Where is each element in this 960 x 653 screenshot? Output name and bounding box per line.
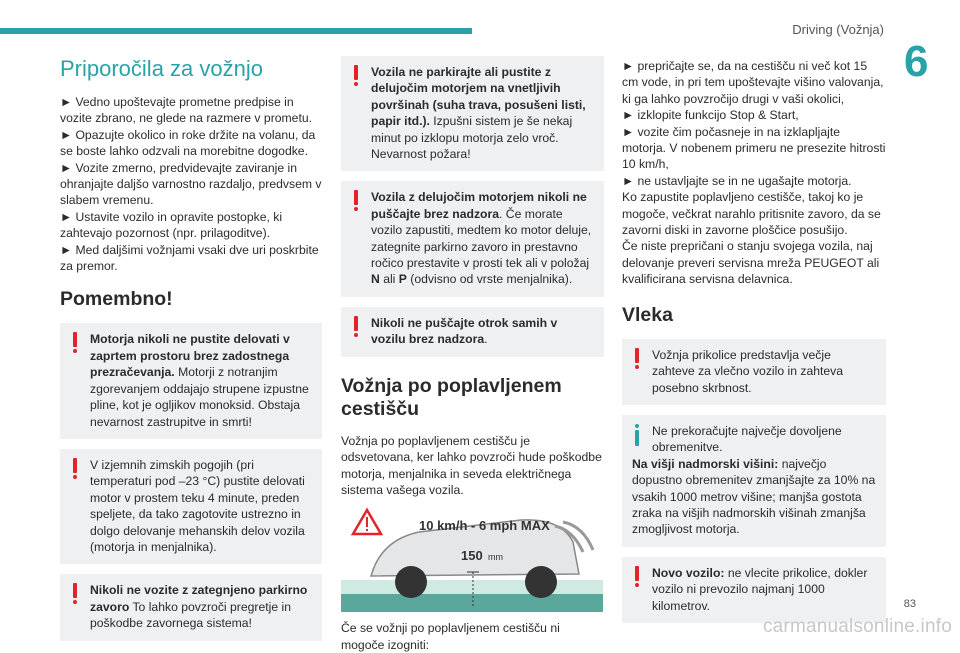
warning-icon (634, 348, 640, 370)
warning-icon (72, 332, 78, 354)
paragraph: Če niste prepričani o stanju svojega vozila, naj delovanje preveri servisna mreža PEUGEOT ali kvalificirana servisna delavnica. (622, 239, 880, 287)
bullet-item: ► Vedno upoštevajte prometne predpise in vozite zbrano, ne glede na razmere v prometu. (60, 95, 313, 126)
heading-towing: Vleka (622, 303, 673, 326)
flooded-road-figure (341, 506, 603, 612)
warning-text: ali (379, 272, 399, 287)
chapter-number: 6 (904, 37, 929, 86)
heading-important: Pomembno! (60, 288, 173, 311)
info-text: Ne prekoračujte največje dovoljene obremenitve. (652, 423, 842, 455)
section-title: Driving (Vožnja) (792, 22, 884, 37)
page-title: Priporočila za vožnjo (60, 56, 263, 81)
warning-box (60, 449, 322, 564)
water-layer (341, 580, 603, 594)
warning-icon (353, 65, 359, 87)
warning-text: . (484, 332, 488, 347)
warning-icon (353, 316, 359, 338)
bullet-item: ► ne ustavljajte se in ne ugašajte motorja. (622, 173, 852, 188)
column-3 (622, 58, 886, 633)
column-1 (60, 56, 322, 651)
water-surface (341, 592, 603, 612)
paragraph: Ko zapustite poplavljeno cestišče, takoj ko je mogoče, večkrat narahlo pritisnite zavoro, da se zavorni diski in zavorne ploščice posušijo. (622, 190, 881, 238)
page-number: 83 (903, 598, 916, 610)
warning-box (622, 339, 886, 405)
warning-text: Motorji z notranjim zgorevanjem oddajajo strupene izpustne pline, kot je ogljikov monoksid. Obstaja nevarnost zastrupitve in smrti! (90, 365, 309, 429)
warning-box (60, 574, 322, 640)
warning-icon (72, 458, 78, 480)
warning-box (341, 181, 604, 296)
warning-text: To lahko povzroči pregretje in poškodbe zavornega sistema! (90, 599, 291, 631)
flood-illustration (341, 506, 603, 612)
warning-bold: Motorja nikoli ne pustite delovati v zaprtem prostoru brez zadostnega prezračevanja. (90, 332, 290, 380)
warning-triangle-dot (366, 529, 368, 531)
watermark-url: carmanualsonline.info (762, 616, 952, 637)
warning-triangle-bar (366, 517, 368, 527)
warning-text: (odvisno od vrste menjalnika). (406, 272, 573, 287)
warning-text: Vožnja prikolice predstavlja večje zahteve za vlečno vozilo in zahteva posebno skrbnost. (652, 347, 844, 395)
depth-value: 150 (461, 548, 483, 564)
warning-icon (634, 566, 640, 588)
depth-unit: mm (488, 552, 503, 563)
gear-n: N (371, 272, 380, 287)
warning-box (341, 56, 604, 171)
gear-p: P (398, 272, 407, 287)
heading-flooded-road: Vožnja po poplavljenem cestišču (341, 374, 562, 420)
paragraph: Če se vožnji po poplavljenem cestišču ni mogoče izogniti: (341, 621, 560, 652)
warning-bold: Nikoli ne puščajte otrok samih v vozilu brez nadzora (371, 315, 558, 347)
bullet-item: ► Opazujte okolico in roke držite na volanu, da se boste lahko odzvali na morebitne dogodke. (60, 127, 316, 159)
warning-text: . Če morate vozilo zapustiti, medtem ko motor deluje, zategnite parkirno zavoro in prestavno ročico prestavite v prosti tek ali v položaj (371, 206, 592, 271)
bullet-item: ► vozite čim počasneje in na izklapljajte motorja. V nobenem primeru ne presezite hitrosti 10 km/h, (622, 124, 886, 172)
info-text: največjo dopustno obremenitev zmanjšajte za 10% na vsakih 1000 metrov višine; manjša gostota zraka na višjih nadmorskih višinah zmanjša zmogljivost motorja. (632, 456, 876, 537)
warning-text: V izjemnih zimskih pogojih (pri temperaturi pod –23 °C) pustite delovati motor v prostem teku 4 minute, preden speljete, da tako zagotovite ustrezno in dolgo delovanje mehanskih delov vozila (motorja in menjalnika). (90, 457, 305, 554)
warning-box (60, 323, 322, 438)
bullet-item: ► izklopite funkcijo Stop & Start, (622, 108, 799, 123)
info-box (622, 415, 886, 547)
bullet-item: ► Med daljšimi vožnjami vsaki dve uri poskrbite za premor. (60, 242, 319, 274)
warning-text: Izpušni sistem je še nekaj minut po izklopu motorja zelo vroč. Nevarnost požara! (371, 114, 573, 162)
warning-icon (353, 190, 359, 212)
warning-bold: Nikoli ne vozite z zategnjeno parkirno zavoro (90, 583, 308, 614)
bullet-item: ► prepričajte se, da na cestišču ni več kot 15 cm vode, in pri tem upoštevajte višino valovanja, ki ga lahko povzročijo drugi v vaši okolici, (622, 59, 884, 106)
column-2 (341, 56, 604, 653)
info-icon (634, 424, 640, 446)
speed-label: 10 km/h - 6 mph MAX (419, 518, 550, 534)
warning-box (341, 307, 604, 357)
warning-box (622, 557, 886, 623)
wheel-front (525, 566, 557, 598)
warning-icon (72, 583, 78, 605)
bullet-item: ► Ustavite vozilo in opravite postopke, ki zahtevajo pozornost (npr. prilagoditve). (60, 209, 283, 241)
info-bold: Na višji nadmorski višini: (632, 456, 779, 471)
header-accent-bar (0, 28, 472, 34)
warning-bold: Vozila z delujočim motorjem nikoli ne puščajte brez nadzora (371, 190, 587, 221)
warning-text: ne vlecite prikolice, dokler vozilo ni prevozilo najmanj 1000 kilometrov. (652, 565, 868, 613)
paragraph: Vožnja po poplavljenem cestišču je odsvetovana, ker lahko povzroči hude poškodbe motorja, menjalnika in seveda električnega sistema vašega vozila. (341, 433, 602, 497)
warning-bold: Vozila ne parkirajte ali pustite z delujočim motorjem na vnetljivih površinah (suha trava, posušeni listi, papir itd.). (371, 65, 586, 129)
wheel-rear (395, 566, 427, 598)
warning-bold: Novo vozilo: (652, 565, 725, 580)
bullet-item: ► Vozite zmerno, predvidevajte zaviranje in ohranjajte daljšo varnostno razdaljo, predvsem v slabem vremenu. (60, 160, 322, 208)
